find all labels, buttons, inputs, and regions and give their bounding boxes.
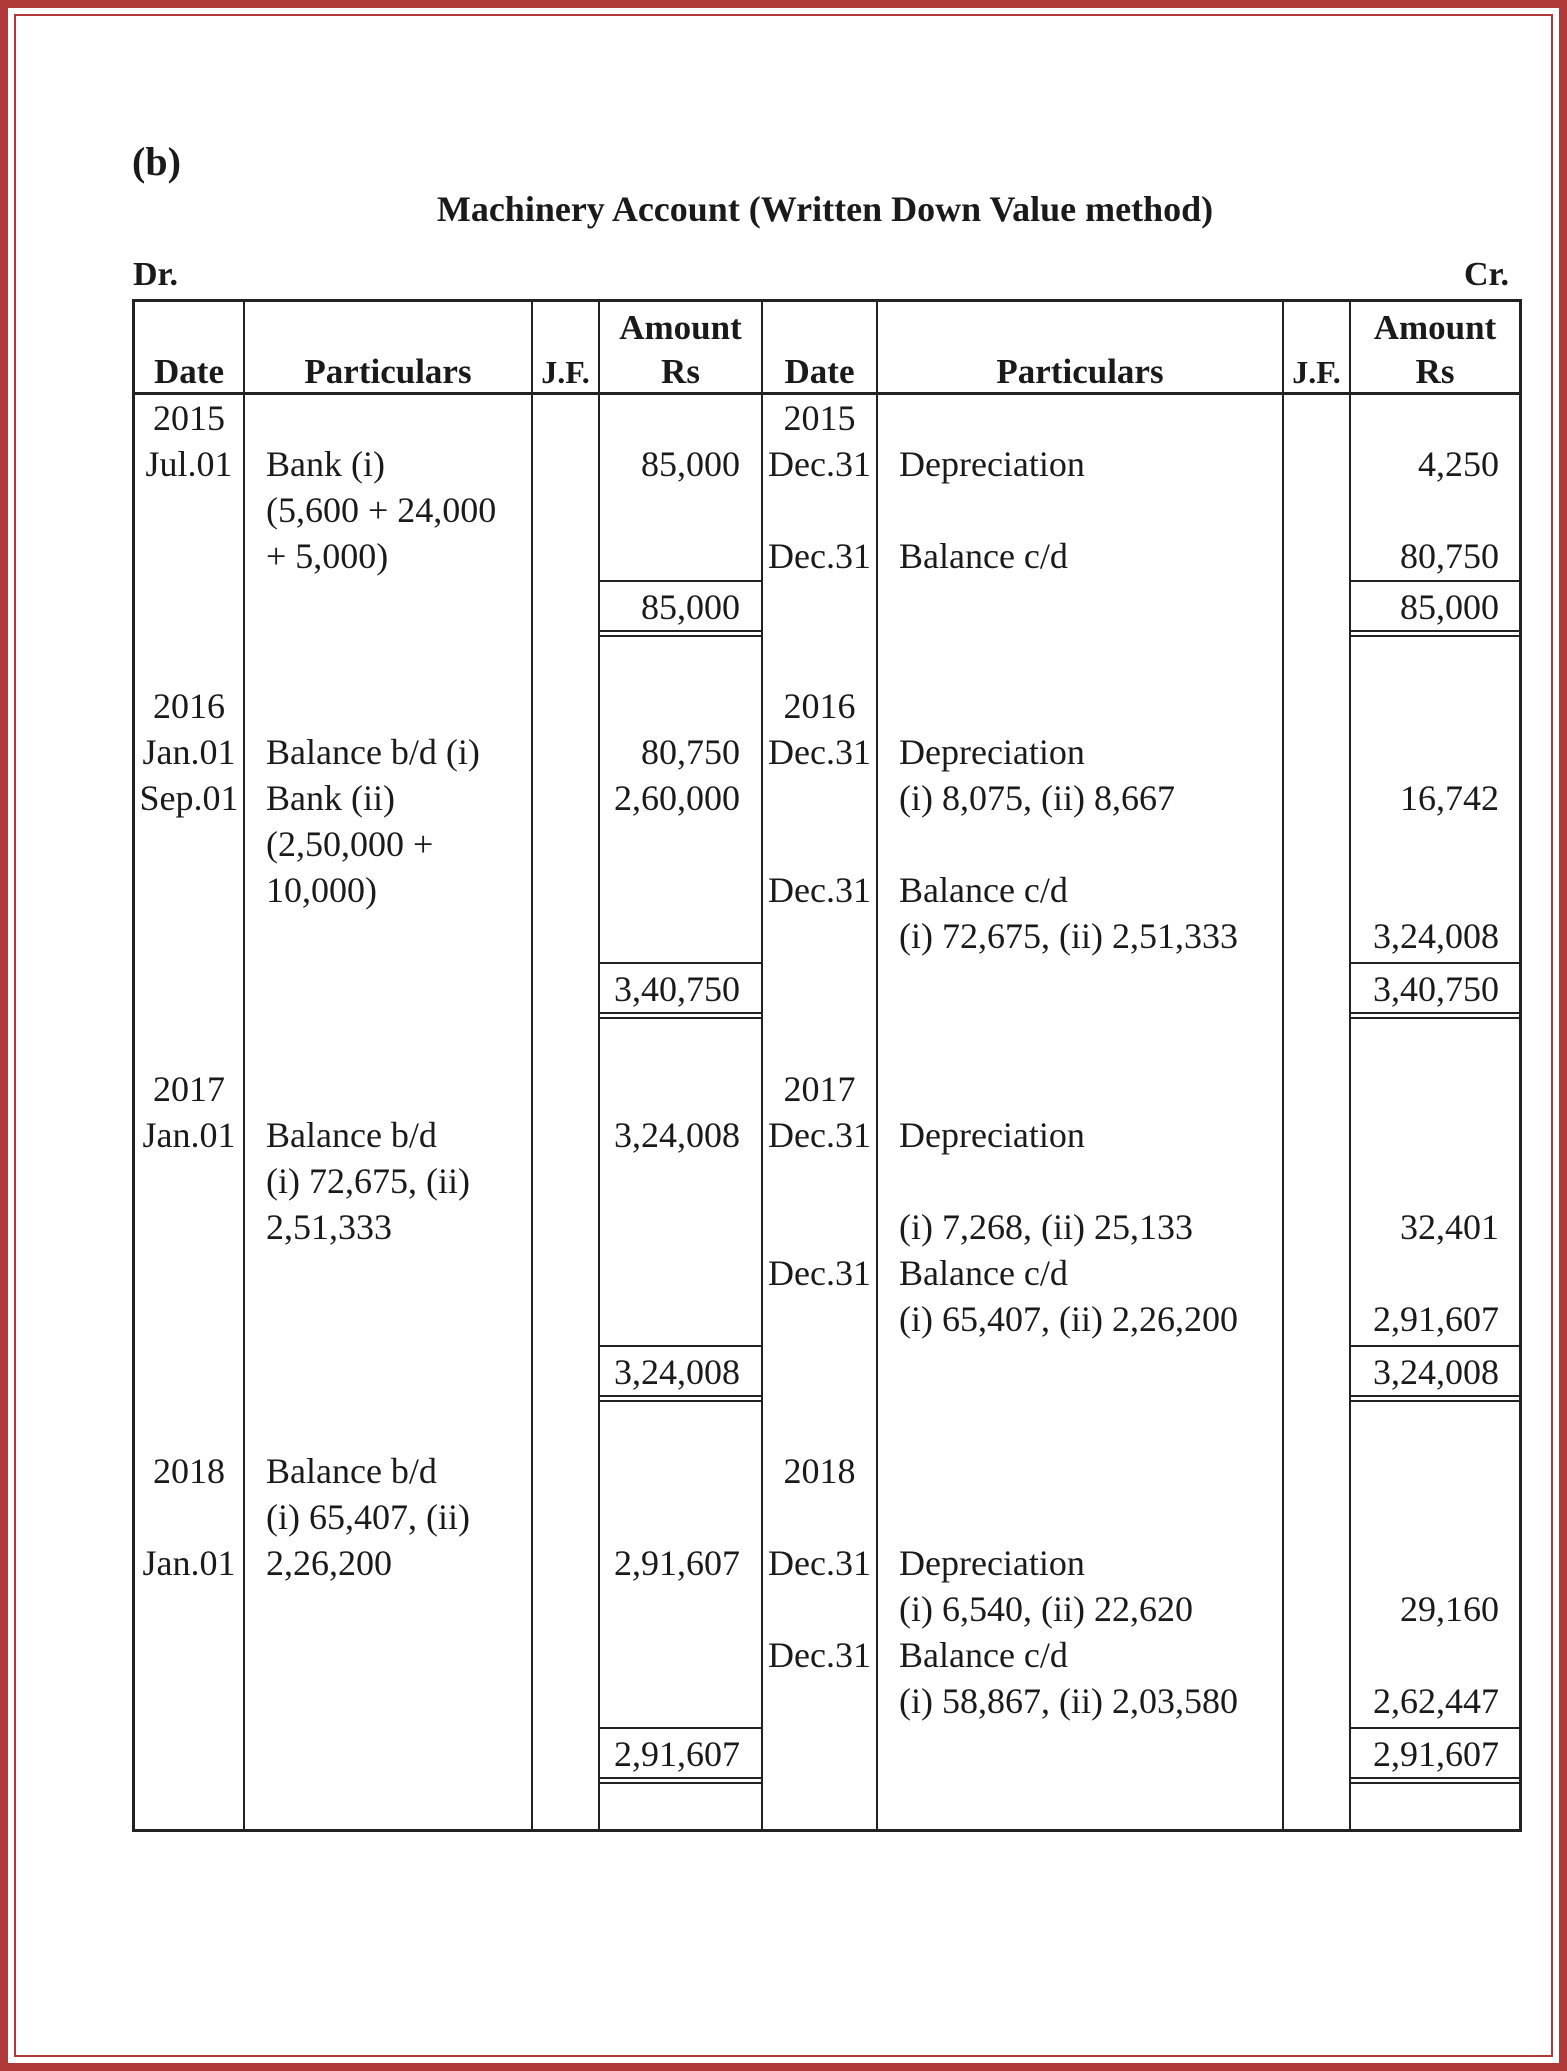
credit-amount: 2,91,607: [1373, 1299, 1499, 1339]
total-rule: [1350, 1012, 1522, 1014]
debit-year: 2017: [153, 1069, 225, 1109]
header-jf-dr: J.F.: [541, 354, 590, 390]
credit-particulars: (i) 7,268, (ii) 25,133: [899, 1207, 1193, 1247]
credit-particulars: (i) 58,867, (ii) 2,03,580: [899, 1681, 1238, 1721]
credit-amount: 29,160: [1400, 1589, 1499, 1629]
credit-amount: 3,24,008: [1373, 916, 1499, 956]
debit-particulars: 10,000): [266, 870, 377, 910]
debit-particulars: (i) 65,407, (ii): [266, 1497, 470, 1537]
debit-year: 2016: [153, 686, 225, 726]
credit-year: 2017: [783, 1069, 856, 1109]
debit-particulars: Balance b/d: [266, 1115, 437, 1155]
credit-particulars: Balance c/d: [899, 1635, 1068, 1675]
debit-particulars: Bank (i): [266, 444, 385, 484]
header-rs-dr: Rs: [661, 352, 700, 391]
credit-particulars: Depreciation: [899, 444, 1085, 484]
total-rule: [599, 1727, 762, 1729]
total-rule: [1350, 1395, 1522, 1397]
header-date-dr: Date: [154, 352, 224, 391]
header-rs-cr: Rs: [1415, 352, 1455, 391]
total-rule: [1350, 1782, 1522, 1784]
credit-year: 2018: [783, 1451, 856, 1491]
credit-amount: 2,62,447: [1373, 1681, 1499, 1721]
credit-amount: 16,742: [1400, 778, 1499, 818]
total-rule: [1350, 1345, 1522, 1347]
credit-date: Dec.31: [768, 1635, 871, 1675]
credit-total: 3,24,008: [1373, 1352, 1499, 1392]
header-particulars-dr: Particulars: [304, 352, 472, 391]
credit-amount: 4,250: [1418, 444, 1499, 484]
credit-particulars: Balance c/d: [899, 870, 1068, 910]
account-title: Machinery Account (Written Down Value method): [436, 189, 1214, 229]
credit-date: Dec.31: [768, 536, 871, 576]
credit-total: 3,40,750: [1373, 969, 1499, 1009]
debit-amount: 85,000: [641, 444, 740, 484]
debit-amount: 2,60,000: [614, 778, 740, 818]
credit-year: 2015: [783, 398, 856, 438]
debit-amount: 80,750: [641, 732, 740, 772]
total-rule: [1350, 1017, 1522, 1019]
debit-particulars: 2,26,200: [266, 1543, 392, 1583]
total-rule: [1350, 962, 1522, 964]
debit-particulars: (5,600 + 24,000: [266, 490, 497, 530]
credit-particulars: (i) 6,540, (ii) 22,620: [899, 1589, 1193, 1629]
debit-particulars: Balance b/d (i): [266, 732, 480, 772]
credit-particulars: Balance c/d: [899, 1253, 1068, 1293]
credit-date: Dec.31: [768, 1543, 871, 1583]
total-rule: [599, 1400, 762, 1402]
header-amount-cr: Amount: [1373, 308, 1497, 347]
col-rule: [531, 299, 533, 1832]
credit-particulars: Depreciation: [899, 1543, 1085, 1583]
total-rule: [1350, 1400, 1522, 1402]
credit-amount: 80,750: [1400, 536, 1499, 576]
debit-particulars: Bank (ii): [266, 778, 395, 818]
col-rule: [876, 299, 878, 1832]
credit-particulars: Depreciation: [899, 732, 1085, 772]
col-rule: [598, 299, 600, 1832]
debit-date: Jan.01: [142, 1115, 236, 1155]
total-rule: [599, 635, 762, 637]
total-rule: [599, 1782, 762, 1784]
total-rule: [599, 630, 762, 632]
debit-date: Sep.01: [139, 778, 239, 818]
total-rule: [599, 1395, 762, 1397]
total-rule: [1350, 1777, 1522, 1779]
total-rule: [599, 580, 762, 582]
debit-particulars: + 5,000): [266, 536, 389, 576]
col-rule: [243, 299, 245, 1832]
total-rule: [599, 962, 762, 964]
header-date-cr: Date: [784, 352, 855, 391]
credit-particulars: (i) 72,675, (ii) 2,51,333: [899, 916, 1238, 956]
credit-date: Dec.31: [768, 1115, 871, 1155]
credit-date: Dec.31: [768, 870, 871, 910]
credit-particulars: (i) 8,075, (ii) 8,667: [899, 778, 1175, 818]
debit-date: Jan.01: [142, 1543, 236, 1583]
section-label: (b): [132, 139, 181, 184]
debit-date: Jul.01: [145, 444, 233, 484]
credit-label: Cr.: [1464, 256, 1510, 293]
debit-particulars: (2,50,000 +: [266, 824, 434, 864]
total-rule: [599, 1017, 762, 1019]
credit-total: 2,91,607: [1373, 1734, 1499, 1774]
credit-particulars: Balance c/d: [899, 536, 1068, 576]
header-amount-dr: Amount: [619, 308, 742, 347]
credit-date: Dec.31: [768, 732, 871, 772]
credit-year: 2016: [783, 686, 856, 726]
credit-total: 85,000: [1400, 587, 1499, 627]
debit-label: Dr.: [133, 256, 179, 293]
col-rule: [1282, 299, 1284, 1832]
total-rule: [1350, 580, 1522, 582]
credit-particulars: Depreciation: [899, 1115, 1085, 1155]
debit-amount: 2,91,607: [614, 1543, 740, 1583]
credit-amount: 32,401: [1400, 1207, 1499, 1247]
total-rule: [599, 1012, 762, 1014]
debit-total: 3,40,750: [614, 969, 740, 1009]
total-rule: [1350, 635, 1522, 637]
header-jf-cr: J.F.: [1292, 354, 1341, 390]
credit-particulars: (i) 65,407, (ii) 2,26,200: [899, 1299, 1238, 1339]
debit-total: 3,24,008: [614, 1352, 740, 1392]
debit-amount: 3,24,008: [614, 1115, 740, 1155]
debit-particulars: 2,51,333: [266, 1207, 392, 1247]
header-particulars-cr: Particulars: [996, 352, 1164, 391]
debit-total: 2,91,607: [614, 1734, 740, 1774]
debit-total: 85,000: [641, 587, 740, 627]
total-rule: [1350, 630, 1522, 632]
debit-year: 2018: [153, 1451, 225, 1491]
credit-date: Dec.31: [768, 444, 871, 484]
debit-particulars: Balance b/d: [266, 1451, 437, 1491]
debit-year: 2015: [153, 398, 225, 438]
total-rule: [599, 1345, 762, 1347]
total-rule: [599, 1777, 762, 1779]
debit-particulars: (i) 72,675, (ii): [266, 1161, 470, 1201]
credit-date: Dec.31: [768, 1253, 871, 1293]
total-rule: [1350, 1727, 1522, 1729]
debit-date: Jan.01: [142, 732, 236, 772]
